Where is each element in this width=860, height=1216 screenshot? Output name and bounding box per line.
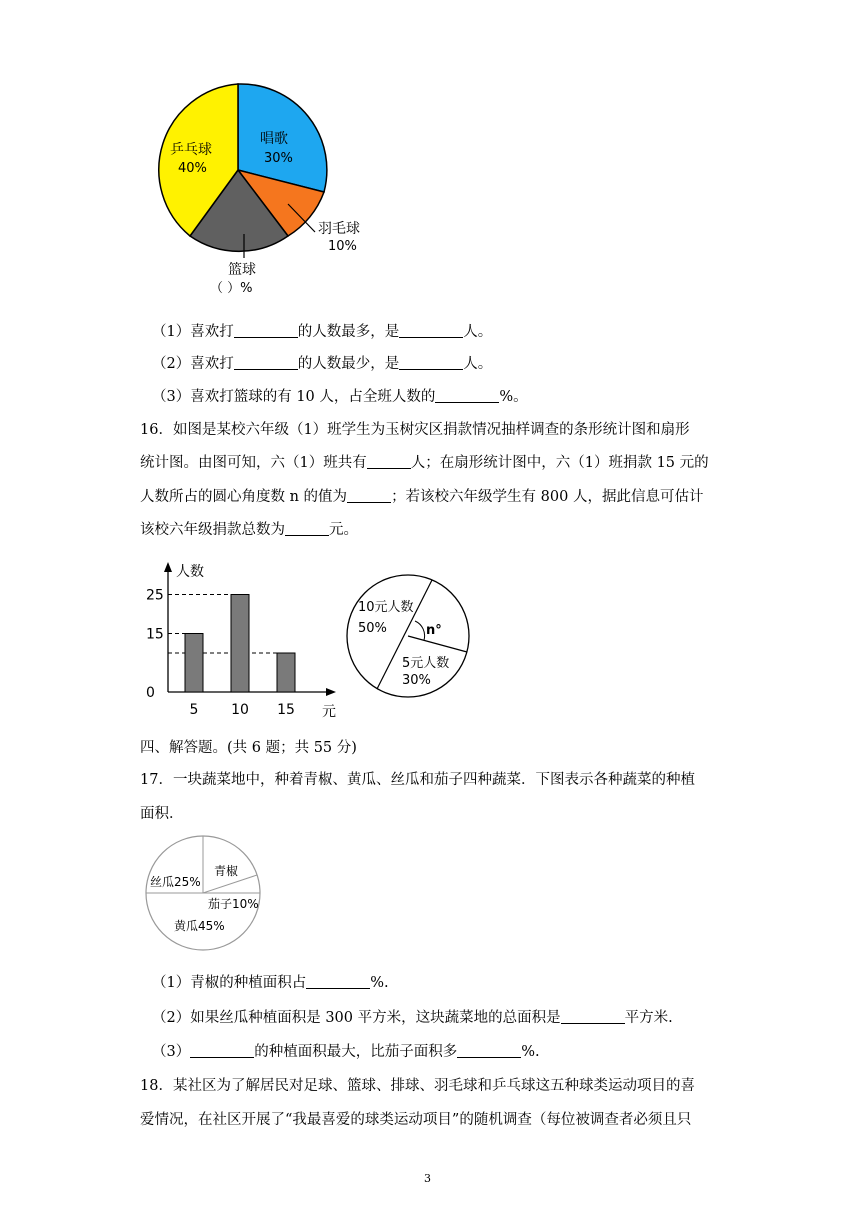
q17-line-1: 17．一块蔬菜地中，种着青椒、黄瓜、丝瓜和茄子四种蔬菜．下图表示各种蔬菜的种植 (140, 772, 695, 788)
x-tick-label: 15 (277, 702, 295, 718)
label-badminton-pct: 10% (328, 239, 357, 254)
q17-line-2: 面积． (140, 806, 184, 822)
x-tick-label: 5 (189, 702, 199, 718)
q18-line-1: 18．某社区为了解居民对足球、篮球、排球、羽毛球和乒乓球这五种球类运动项目的喜 (140, 1078, 695, 1094)
q17-sub-2: （2）如果丝瓜种植面积是 300 平方米，这块蔬菜地的总面积是 平方米. (152, 1010, 673, 1026)
bar-5 (185, 634, 203, 693)
q18-line-2: 爱情况，在社区开展了“我最喜爱的球类运动项目”的随机调查（每位被调查者必须且只 (140, 1112, 692, 1128)
donation-bar-chart (140, 560, 350, 720)
answer-blank[interactable] (435, 388, 499, 403)
label-basketball: 篮球 (228, 262, 256, 278)
label-eggplant: 茄子10% (208, 897, 259, 911)
label-10yuan-pct: 50% (358, 621, 387, 636)
vegetable-pie-chart (140, 826, 270, 960)
hobby-pie-chart (150, 70, 370, 300)
x-tick-label: 10 (231, 702, 249, 718)
answer-blank[interactable] (234, 355, 298, 370)
answer-blank[interactable] (399, 323, 463, 338)
y-tick-label: 25 (146, 587, 164, 604)
bar-10 (231, 595, 249, 693)
q15-line-3: （3）喜欢打篮球的有 10 人，占全班人数的 %。 (152, 389, 528, 405)
section-4-heading: 四、解答题。(共 6 题；共 55 分) (140, 740, 357, 756)
y-axis-arrow (164, 562, 172, 572)
q16-line-4: 该校六年级捐款总数为 元。 (140, 522, 358, 538)
y-tick-label: 0 (146, 685, 155, 701)
label-badminton: 羽毛球 (318, 221, 360, 237)
answer-blank[interactable] (367, 454, 411, 469)
answer-blank[interactable] (234, 323, 298, 338)
y-axis-label: 人数 (176, 564, 204, 580)
answer-blank[interactable] (561, 1009, 625, 1024)
label-pingpong-pct: 40% (178, 161, 207, 176)
bar-15 (277, 653, 295, 692)
label-cucumber: 黄瓜45% (174, 919, 225, 933)
answer-blank[interactable] (347, 488, 391, 503)
label-angle-n: n° (426, 623, 442, 638)
label-10yuan: 10元人数 (358, 600, 414, 615)
x-axis-label: 元 (322, 704, 336, 720)
q16-line-2: 统计图。由图可知，六（1）班共有 人；在扇形统计图中，六（1）班捐款 15 元的 (140, 455, 709, 471)
label-luffa: 丝瓜25% (150, 875, 201, 889)
donation-pie-chart (340, 570, 480, 705)
label-singing-pct: 30% (264, 151, 293, 166)
label-singing: 唱歌 (260, 131, 288, 147)
q16-line-1: 16．如图是某校六年级（1）班学生为玉树灾区捐款情况抽样调查的条形统计图和扇形 (140, 422, 690, 438)
answer-blank[interactable] (190, 1043, 254, 1058)
label-pingpong: 乒乓球 (170, 142, 212, 158)
answer-blank[interactable] (285, 521, 329, 536)
q16-line-3: 人数所占的圆心角度数 n 的值为 ；若该校六年级学生有 800 人，据此信息可估计 (140, 489, 704, 505)
label-5yuan: 5元人数 (402, 656, 450, 671)
x-axis-arrow (326, 688, 336, 696)
q15-line-1: （1）喜欢打 的人数最多，是 人。 (152, 324, 493, 340)
label-basketball-pct: （ ）% (210, 281, 253, 296)
answer-blank[interactable] (457, 1043, 521, 1058)
label-5yuan-pct: 30% (402, 673, 431, 688)
q17-sub-3: （3） 的种植面积最大，比茄子面积多 %. (152, 1044, 540, 1060)
y-tick-label: 15 (146, 626, 164, 643)
answer-blank[interactable] (399, 355, 463, 370)
q15-line-2: （2）喜欢打 的人数最少，是 人。 (152, 356, 493, 372)
answer-blank[interactable] (306, 974, 370, 989)
label-green-pepper: 青椒 (214, 864, 239, 878)
page-number: 3 (424, 1172, 431, 1185)
q17-sub-1: （1）青椒的种植面积占 %. (152, 975, 389, 991)
